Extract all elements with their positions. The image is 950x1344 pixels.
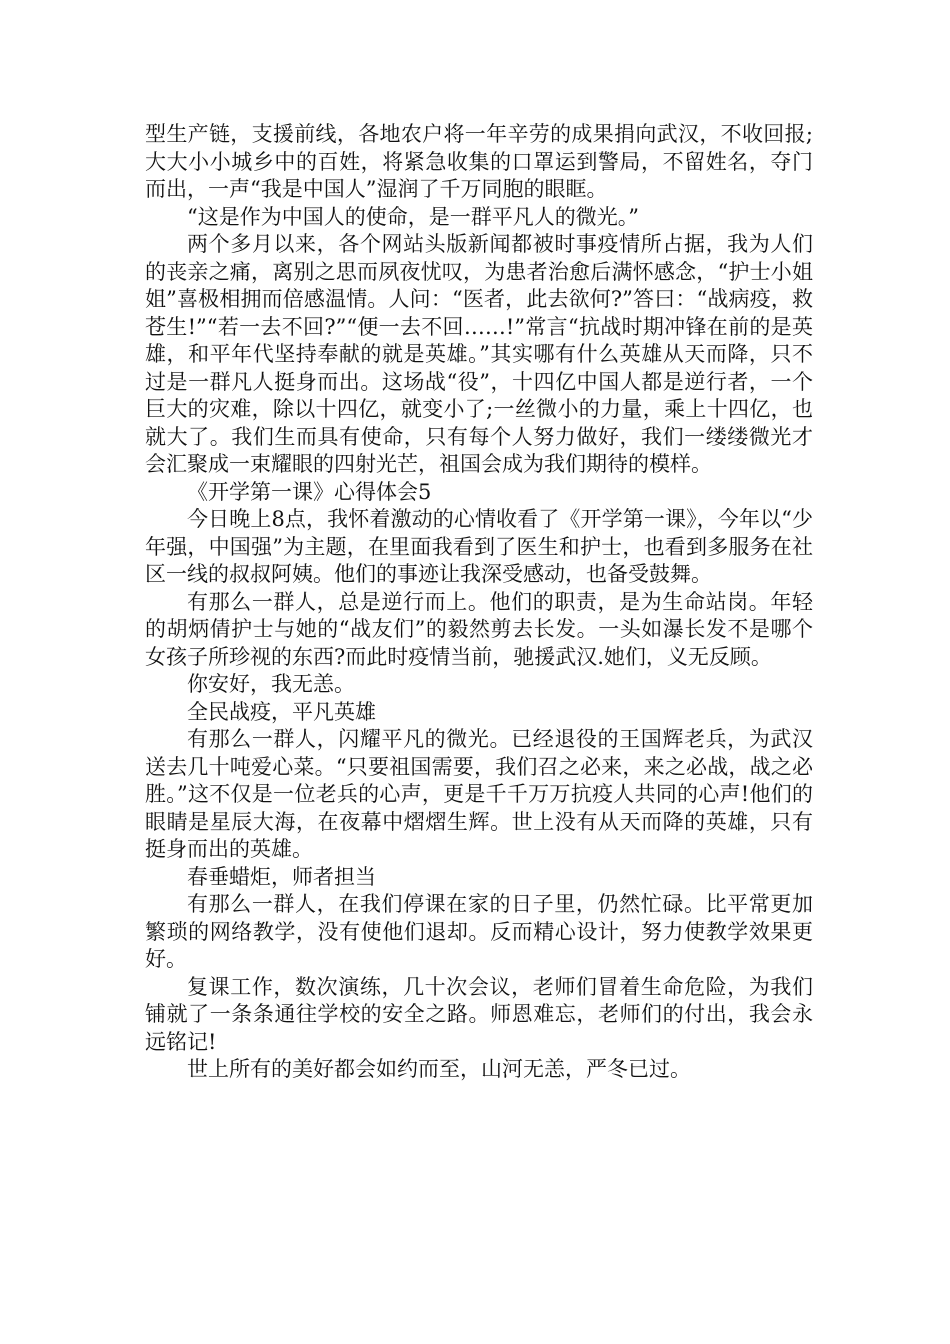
subheading: 全民战疫，平凡英雄 xyxy=(187,699,376,724)
paragraph: “这是作为中国人的使命，是一群平凡人的微光。” xyxy=(187,204,639,229)
paragraph: 型生产链，支援前线，各地农户将一年辛劳的成果捐向武汉，不收回报;大大小小城乡中的百姓，将紧急收集的口罩运到警局，不留姓名，夺门而出，一声“我是中国人”湿润了千万同胞的眼眶。 xyxy=(145,122,813,201)
paragraph: 有那么一群人，总是逆行而上。他们的职责，是为生命站岗。年轻的胡炳倩护士与她的“战友们”的毅然剪去长发。一头如瀑长发不是哪个女孩子所珍视的东西?而此时疫情当前，驰援武汉.她们，义无反顾。 xyxy=(145,589,813,669)
subheading: 春垂蜡炬，师者担当 xyxy=(187,864,376,889)
paragraph: 世上所有的美好都会如约而至，山河无恙，严冬已过。 xyxy=(187,1057,691,1081)
section-title: 《开学第一课》心得体会5 xyxy=(187,479,432,504)
paragraph: 两个多月以来，各个网站头版新闻都被时事疫情所占据，我为人们的丧亲之痛，离别之思而夙夜忧叹，为患者治愈后满怀感念，“护士小姐姐”喜极相拥而倍感温情。人问：“医者，此去欲何?”答曰：“战病疫，救苍生!”“若一去不回?”“便一去不回……!”常言“抗战时期冲锋在前的是英雄，和平年代坚持奉献的就是英雄。”其实哪有什么英雄从天而降，只不过是一群凡人挺身而出。这场战“役”，十四亿中国人都是逆行者，一个巨大的灾难，除以十四亿，就变小了;一丝微小的力量，乘上十四亿，也就大了。我们生而具有使命，只有每个人努力做好，我们一缕缕微光才会汇聚成一束耀眼的四射光芒，祖国会成为我们期待的模样。 xyxy=(145,232,813,476)
paragraph: 你安好，我无恙。 xyxy=(187,672,355,696)
document-body xyxy=(145,121,813,1084)
paragraph: 有那么一群人，闪耀平凡的微光。已经退役的王国辉老兵，为武汉送去几十吨爱心菜。“只要祖国需要，我们召之必来，来之必战，战之必胜。”这不仅是一位老兵的心声，更是千千万万抗疫人共同的心声!他们的眼睛是星辰大海，在夜幕中熠熠生辉。世上没有从天而降的英雄，只有挺身而出的英雄。 xyxy=(145,727,813,861)
paragraph: 今日晚上8点，我怀着激动的心情收看了《开学第一课》，今年以“少年强，中国强”为主题，在里面我看到了医生和护士，也看到多服务在社区一线的叔叔阿姨。他们的事迹让我深受感动，也备受鼓舞。 xyxy=(145,507,813,586)
paragraph: 有那么一群人，在我们停课在家的日子里，仍然忙碌。比平常更加繁琐的网络教学，没有使他们退却。反而精心设计，努力使教学效果更好。 xyxy=(145,892,813,971)
paragraph: 复课工作，数次演练，几十次会议，老师们冒着生命危险，为我们铺就了一条条通往学校的安全之路。师恩难忘，老师们的付出，我会永远铭记! xyxy=(145,974,813,1054)
